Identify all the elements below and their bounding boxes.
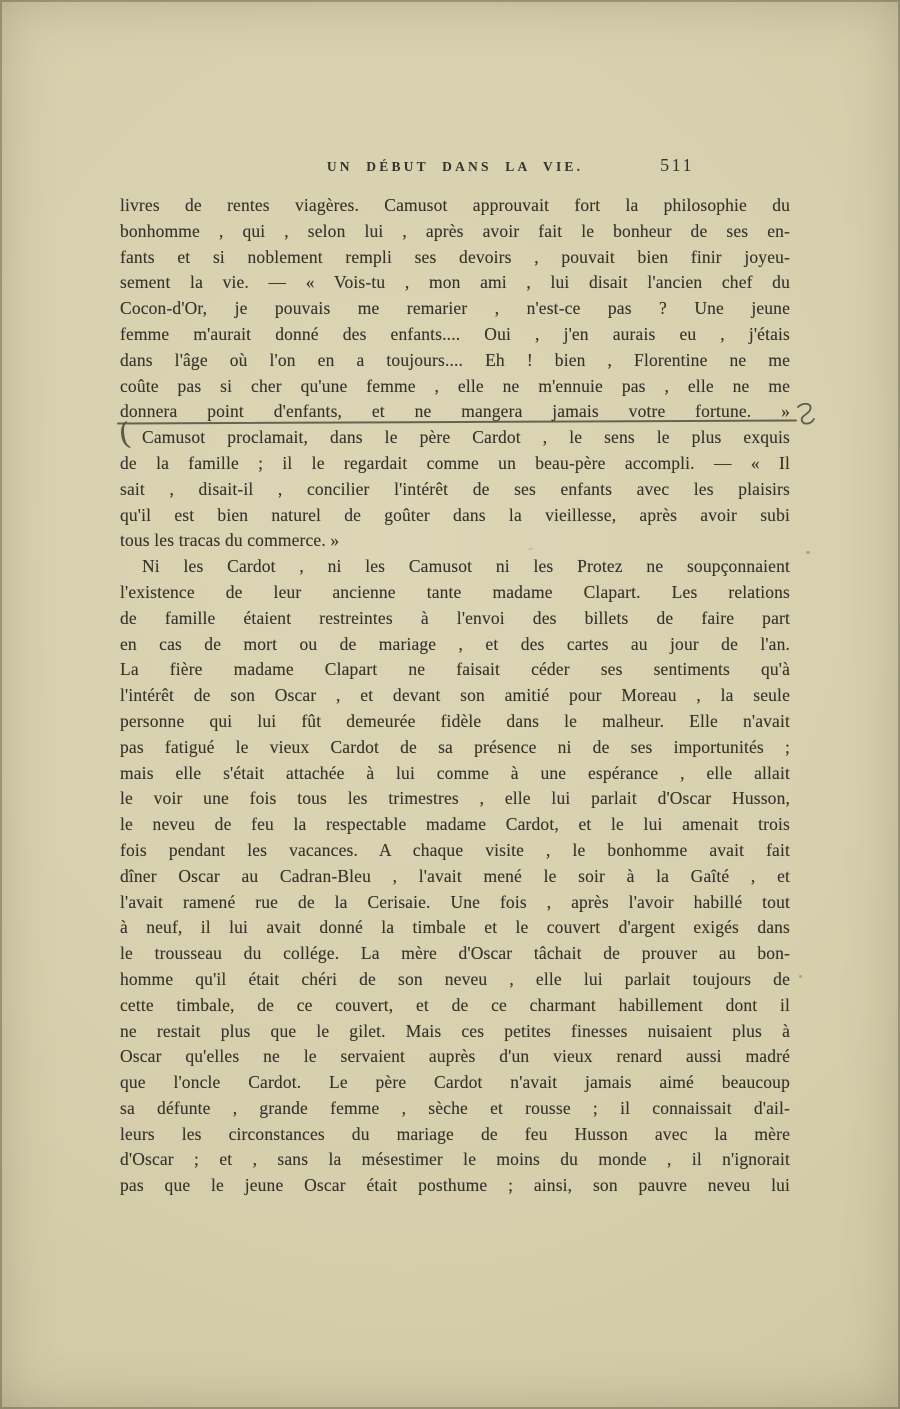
text-line: l'existence de leur ancienne tante madame Clapart. Les relations [120,581,790,602]
text-line: sement la vie. — « Vois-tu , mon ami , lui disait l'ancien chef du [120,272,790,293]
text-line: de famille étaient restreintes à l'envoi des billets de faire part [120,607,790,628]
pen-squiggle-icon [795,402,817,428]
text-line: le trousseau du collége. La mère d'Oscar tâchait de prouver au bon- [120,943,790,964]
text-line: Oscar qu'elles ne le servaient auprès d'un vieux renard aussi madré [120,1046,790,1067]
underlined-text: donnera point d'enfants, et ne mangera jamais votre fortune. » [120,401,790,422]
text-line: coûte pas si cher qu'une femme , elle ne m'ennuie pas , elle ne me [120,375,790,396]
paragraph-3 [120,554,790,1199]
text-line: le voir une fois tous les trimestres , elle lui parlait d'Oscar Husson, [120,788,790,809]
text-line: cette timbale, de ce couvert, et de ce charmant habillement dont il [120,994,790,1015]
text-line: le neveu de feu la respectable madame Cardot, et le lui amenait trois [120,814,790,835]
text-line: bonhomme , qui , selon lui , après avoir fait le bonheur de ses en- [120,220,790,241]
text-line: Ni les Cardot , ni les Camusot ni les Protez ne soupçonnaient [142,556,790,577]
text-line: sa défunte , grande femme , sèche et rousse ; il connaissait d'ail- [120,1097,790,1118]
text-line: que l'oncle Cardot. Le père Cardot n'avait jamais aimé beaucoup [120,1072,790,1093]
paragraph-2 [116,416,790,554]
text-line: qu'il est bien naturel de goûter dans la vieillesse, après avoir subi [120,504,790,525]
text-line: dîner Oscar au Cadran-Bleu , l'avait mené le soir à la Gaîté , et [120,865,790,886]
text-line: sait , disait-il , concilier l'intérêt de ses enfants avec les plaisirs [120,478,790,499]
paragraph-1 [120,193,790,425]
text-line: à neuf, il lui avait donné la timbale et le couvert d'argent exigés dans [120,917,790,938]
text-line [116,416,790,453]
text-line: tous les tracas du commerce. » [120,530,340,551]
text-line: homme qu'il était chéri de son neveu , elle lui parlait toujours de [120,968,790,989]
text-block [116,193,790,1199]
text-line-underlined [120,399,790,425]
text-line: Cocon-d'Or, je pouvais me remarier , n'est-ce pas ? Une jeune [120,298,790,319]
text-line: leurs les circonstances du mariage de feu Husson avec la mère [120,1123,790,1144]
text-line: pas fatigué le vieux Cardot de sa présence ni de ses importunités ; [120,736,790,757]
paper-speck [528,548,533,550]
page-number: 511 [660,155,694,175]
text-line: femme m'aurait donné des enfants.... Oui , j'en aurais eu , j'étais [120,323,790,344]
text-line: mais elle s'était attachée à lui comme à une espérance , elle allait [120,762,790,783]
running-header [120,157,790,181]
text-line: en cas de mort ou de mariage , et des cartes au jour de l'an. [120,633,790,654]
line-text: Camusot proclamait, dans le père Cardot , le sens le plus exquis [142,427,790,448]
running-title: UN DÉBUT DANS LA VIE. [326,159,584,174]
text-line: d'Oscar ; et , sans la mésestimer le moins du monde , il n'ignorait [120,1149,790,1170]
text-line: livres de rentes viagères. Camusot approuvait fort la philosophie du [120,195,790,215]
text-line: La fière madame Clapart ne faisait céder ses sentiments qu'à [120,659,790,680]
text-line: de la famille ; il le regardait comme un beau-père accompli. — « Il [120,452,790,473]
text-line: dans l'âge où l'on en a toujours.... Eh ! bien , Florentine ne me [120,349,790,370]
pen-margin-curve-mark: ( [116,416,134,453]
text-line: fants et si noblement rempli ses devoirs , pouvait bien finir joyeu- [120,246,790,267]
text-line: personne qui lui fût demeurée fidèle dans le malheur. Elle n'avait [120,710,790,731]
text-line: fois pendant les vacances. A chaque visite , le bonhomme avait fait [120,839,790,860]
text-line: l'intérêt de son Oscar , et devant son amitié pour Moreau , la seule [120,685,790,706]
paper-speck [806,551,810,554]
paper-speck [799,975,802,978]
text-line: l'avait ramené rue de la Cerisaie. Une fois , après l'avoir habillé tout [120,891,790,912]
text-line: ne restait plus que le gilet. Mais ces petites finesses nuisaient plus à [120,1020,790,1041]
text-line: pas que le jeune Oscar était posthume ; ainsi, son pauvre neveu lui [120,1175,790,1196]
